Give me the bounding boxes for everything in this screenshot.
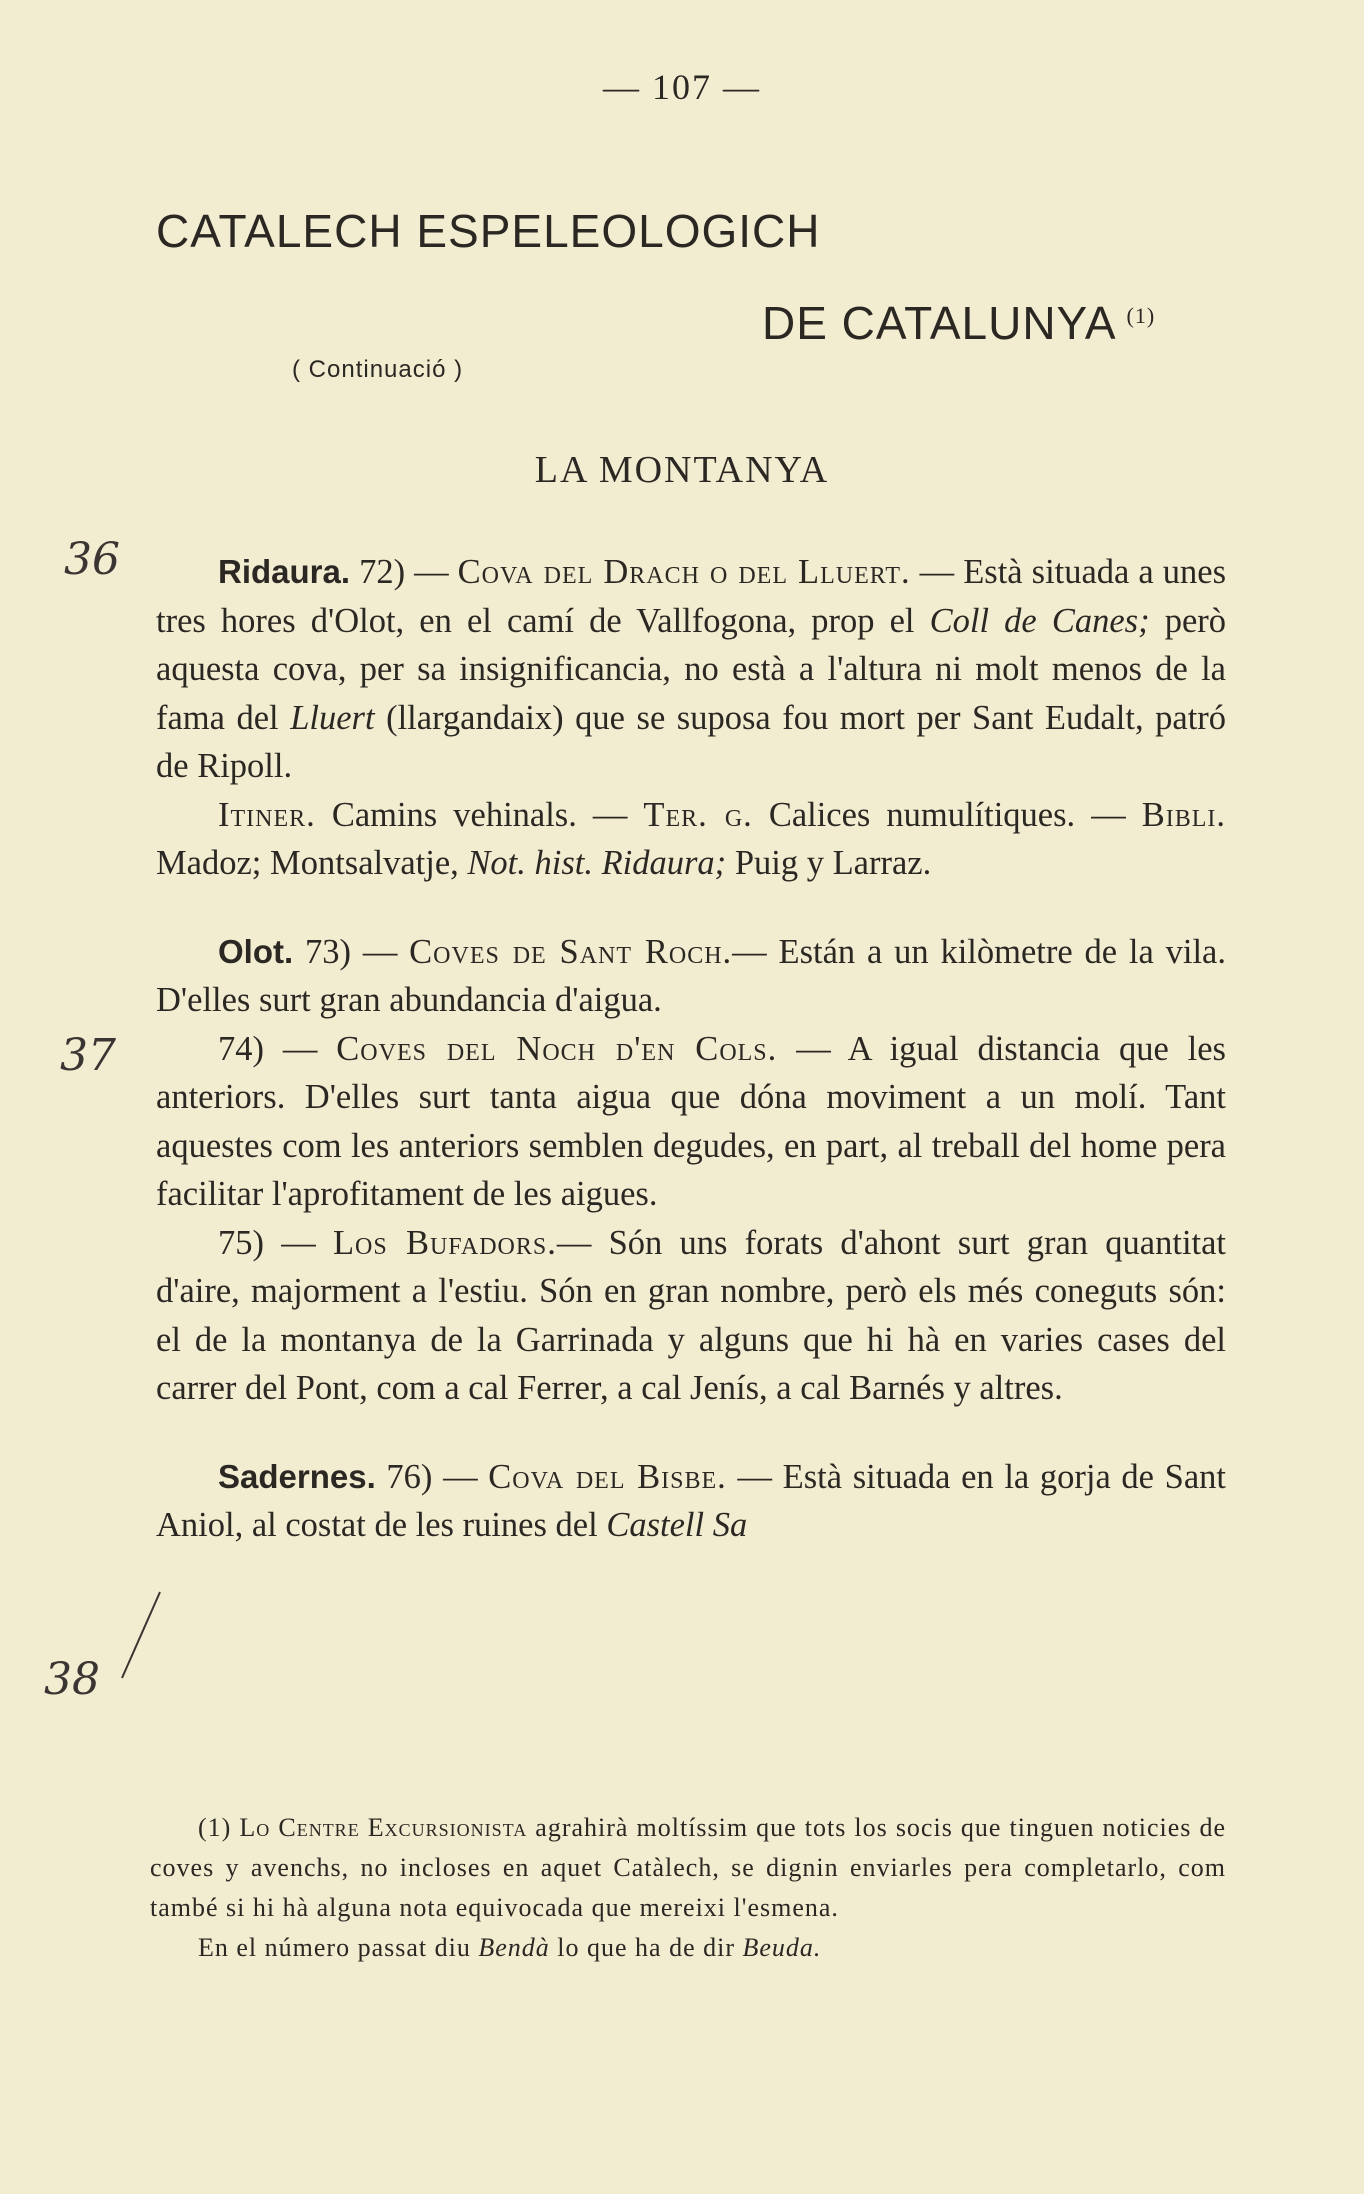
place-name: Coll de Canes; <box>929 601 1150 640</box>
entry-olot <box>156 928 1226 1025</box>
ter-text: Calices numulítiques. — <box>768 795 1126 834</box>
margin-note-36: 36 <box>64 534 120 585</box>
margin-note-37: 37 <box>60 1030 116 1081</box>
title-line-2 <box>762 296 1155 350</box>
bibli-work: Not. hist. Ridaura; <box>467 844 727 882</box>
entry-number: 76) — <box>386 1457 478 1496</box>
footnote-org: Lo Centre Excursionista <box>239 1813 528 1842</box>
ter-label: Ter. g. <box>643 795 753 834</box>
place-name: Castell Sa <box>606 1506 748 1544</box>
itiner-label: Itiner. <box>218 795 316 834</box>
town-name: Ridaura. <box>218 553 351 590</box>
entry-text: — Està situada en la gorja de Sant Aniol, al costat de les ruines del <box>156 1457 1226 1544</box>
itiner-text: Camins vehinals. — <box>331 795 628 834</box>
footnote-ref: (1) <box>1126 302 1156 328</box>
cave-name: Cova del Bisbe. <box>488 1457 727 1496</box>
entry-olot-75 <box>156 1219 1226 1413</box>
footnote-paragraph <box>150 1808 1226 1928</box>
correction-wrong: Bendà <box>478 1933 550 1962</box>
town-name: Sadernes. <box>218 1457 376 1495</box>
subtitle: ( Continuació ) <box>292 356 464 383</box>
page-number: — 107 — <box>603 67 761 107</box>
title-line-1: CATALECH ESPELEOLOGICH <box>156 205 821 257</box>
correction-mid: lo que ha de dir <box>557 1933 735 1962</box>
cave-name: Los Bufadors. <box>332 1223 557 1262</box>
bibli-label: Bibli. <box>1141 795 1227 834</box>
footnote-marker: (1) <box>198 1813 232 1842</box>
margin-note-38: 38 <box>44 1654 100 1705</box>
entry-text: (llargandaix) que se suposa fou mort per Sant Eudalt, patró de Ripoll. <box>156 698 1227 785</box>
entry-number: 74) — <box>218 1029 318 1068</box>
footnote-text: agrahirà moltíssim que tots los socis que tinguen noticies de coves y avenchs, no incloses en aquet Catàlech, se dignin enviarles pera completarlo, com també si hi hà alguna nota equivocada que mereixi l'esmena. <box>150 1813 1227 1922</box>
cave-name: Coves del Noch d'en Cols. <box>336 1029 778 1068</box>
entry-text: però aquesta cova, per sa insignificancia, no està a l'altura ni molt menos de la fama del <box>156 601 1226 737</box>
entry-number: 75) — <box>218 1223 316 1262</box>
correction-right: Beuda. <box>742 1933 822 1962</box>
town-name: Olot. <box>218 932 294 970</box>
title-line-2-text: DE CATALUNYA <box>762 297 1117 349</box>
section-heading: LA MONTANYA <box>534 449 830 491</box>
entry-text: — A igual distancia que les anteriors. D'elles surt tanta aigua que dóna moviment a un molí. Tant aquestes com les anteriors semblen degudes, en part, al treball del home pera facilitar l'aprofitament de les aigues. <box>156 1029 1226 1213</box>
entry-text: — Està situada a unes tres hores d'Olot, en el camí de Vallfogona, prop el <box>156 553 1226 640</box>
entry-ridaura-refs <box>156 791 1226 888</box>
entry-number: 73) — <box>305 932 398 971</box>
correction-pre: En el número passat diu <box>198 1933 471 1962</box>
entry-text: — Están a un kilòmetre de la vila. D'elles surt gran abundancia d'aigua. <box>156 932 1226 1019</box>
footnote <box>150 1808 1226 1968</box>
place-name: Lluert <box>290 698 375 737</box>
entry-olot-74 <box>156 1025 1226 1219</box>
entry-ridaura <box>156 548 1226 791</box>
entry-number: 72) — <box>359 553 449 591</box>
cave-name: Cova del Drach o del Lluert. <box>457 553 911 591</box>
entry-sadernes <box>156 1453 1226 1550</box>
footnote-correction <box>150 1928 1226 1968</box>
bibli-text: Madoz; Montsalvatje, <box>156 844 459 882</box>
catalog-body <box>156 548 1226 1550</box>
bibli-end: Puig y Larraz. <box>734 844 932 882</box>
entry-text: — Són uns forats d'ahont surt gran quantitat d'aire, majorment a l'estiu. Són en gran nombre, però els més coneguts són: el de la montanya de la Garrinada y alguns que hi hà en varies cases del carrer del Pont, com a cal Ferrer, a cal Jenís, a cal Barnés y altres. <box>156 1223 1227 1407</box>
handwritten-slash-mark <box>116 1590 164 1680</box>
cave-name: Coves de Sant Roch. <box>409 932 733 971</box>
